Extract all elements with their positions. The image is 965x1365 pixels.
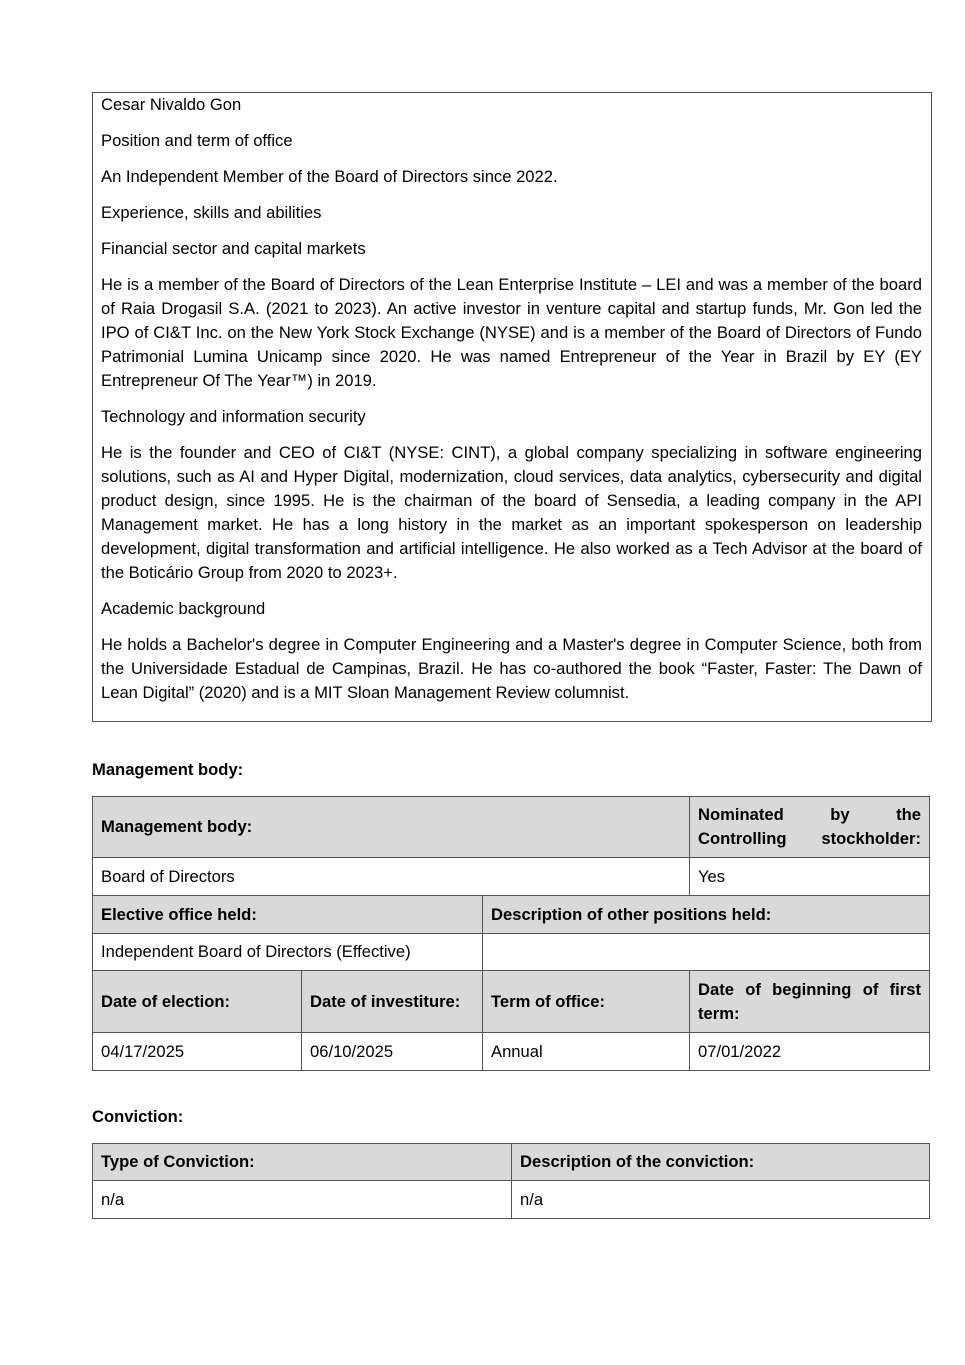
elective-office-value: Independent Board of Directors (Effective) <box>93 934 483 971</box>
position-text: An Independent Member of the Board of Directors since 2022. <box>101 167 558 186</box>
conviction-description-header: Description of the conviction: <box>512 1144 930 1181</box>
conviction-table <box>92 1143 930 1219</box>
term-value: Annual <box>483 1033 690 1071</box>
technology-heading: Technology and information security <box>101 407 366 426</box>
other-positions-header: Description of other positions held: <box>483 896 930 934</box>
election-date-header: Date of election: <box>93 971 302 1033</box>
conviction-description-value: n/a <box>512 1181 930 1219</box>
financial-text: He is a member of the Board of Directors of the Lean Enterprise Institute – LEI and was a member of the board of Raia Drogasil S.A. (2021 to 2023). An active investor in venture capital and startup funds, Mr. Gon led the IPO of CI&T Inc. on the New York Stock Exchange (NYSE) and is a member of the Board of Directors of Fundo Patrimonial Lumina Unicamp since 2020. He was named Entrepreneur of the Year in Brazil by EY (EY Entrepreneur Of The Year™) in 2019. <box>101 275 922 390</box>
nominated-value: Yes <box>690 858 930 896</box>
nominated-header: Nominated by the Controlling stockholder: <box>690 797 930 858</box>
conviction-type-value: n/a <box>93 1181 512 1219</box>
term-header: Term of office: <box>483 971 690 1033</box>
director-bio-box <box>92 92 932 722</box>
investiture-date-value: 06/10/2025 <box>302 1033 483 1071</box>
director-name: Cesar Nivaldo Gon <box>101 95 242 114</box>
experience-heading: Experience, skills and abilities <box>101 203 322 222</box>
first-term-value: 07/01/2022 <box>690 1033 930 1071</box>
management-section-title: Management body: <box>92 760 244 779</box>
financial-heading: Financial sector and capital markets <box>101 239 366 258</box>
first-term-header: Date of beginning of first term: <box>690 971 930 1033</box>
technology-text: He is the founder and CEO of CI&T (NYSE: CINT), a global company specializing in software engineering solutions, such as AI and Hyper Digital, modernization, cloud services, data analytics, cybersecurity and digital product design, since 1995. He is the chairman of the board of Sensedia, a leading company in the API Management market. He has a long history in the market as an important spokesperson on leadership development, digital transformation and artificial intelligence. He also worked as a Tech Advisor at the board of the Boticário Group from 2020 to 2023+. <box>101 443 922 582</box>
elective-office-header: Elective office held: <box>93 896 483 934</box>
academic-heading: Academic background <box>101 599 266 618</box>
other-positions-value <box>483 934 930 971</box>
investiture-date-header: Date of investiture: <box>302 971 483 1033</box>
conviction-section-title: Conviction: <box>92 1107 184 1126</box>
academic-text: He holds a Bachelor's degree in Computer Engineering and a Master's degree in Computer Science, both from the Universidade Estadual de Campinas, Brazil. He has co-authored the book “Faster, Faster: The Dawn of Lean Digital” (2020) and is a MIT Sloan Management Review columnist. <box>101 635 922 702</box>
position-heading: Position and term of office <box>101 131 293 150</box>
management-table <box>92 796 930 1071</box>
election-date-value: 04/17/2025 <box>93 1033 302 1071</box>
conviction-type-header: Type of Conviction: <box>93 1144 512 1181</box>
management-body-value: Board of Directors <box>93 858 690 896</box>
management-body-header: Management body: <box>93 797 690 858</box>
